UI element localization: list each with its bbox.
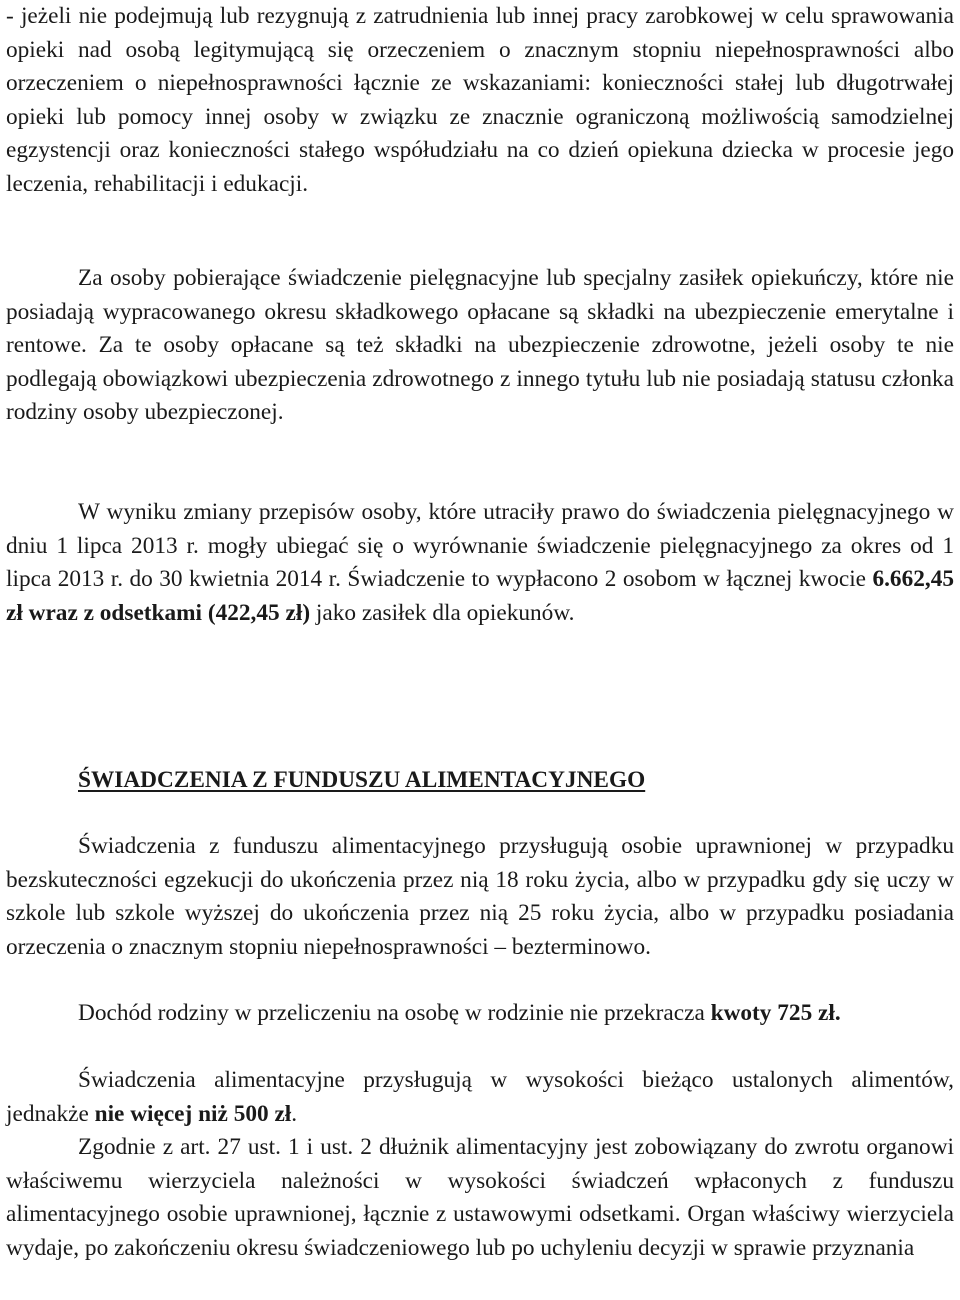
paragraph-text: .	[291, 1100, 298, 1127]
paragraph-income-threshold	[6, 997, 954, 1031]
paragraph-benefit-limit	[6, 1064, 954, 1131]
paragraph-compensation	[6, 496, 954, 630]
bold-amount: 6.662,45 zł wraz z odsetkami (422,45 zł)	[6, 566, 954, 626]
paragraph-debtor-obligation	[6, 1131, 954, 1265]
paragraph-eligibility-condition	[6, 0, 954, 202]
paragraph-text: W wyniku zmiany przepisów osoby, które utraciły prawo do świadczenia pielęgnacyjnego w dniu 1 lipca 2013 r. mogły ubiegać się o wyrównanie świadczenie pielęgnacyjnego za okres od 1 lipca 2013 r. do 30 kwietnia 2014 r. Świadczenie to wypłacono 2 osobom w łącznej kwocie	[6, 499, 954, 593]
paragraph-text: jako zasiłek dla opiekunów.	[310, 599, 575, 626]
section-heading: ŚWIADCZENIA Z FUNDUSZU ALIMENTACYJNEGO	[78, 767, 646, 793]
bold-amount: nie więcej niż 500 zł	[94, 1100, 292, 1127]
paragraph-text: Za osoby pobierające świadczenie pielęgnacyjne lub specjalny zasiłek opiekuńczy, które nie posiadają wypracowanego okresu składkowego opłacane są składki na ubezpieczenie emerytalne i rentowe. Za te osoby opłacane są też składki na ubezpieczenie zdrowotne, jeżeli osoby te nie podlegają obowiązkowi ubezpieczenia zdrowotnego z innego tytułu lub nie posiadają statusu członka rodziny osoby ubezpieczonej.	[6, 265, 954, 426]
paragraph-text: - jeżeli nie podejmują lub rezygnują z zatrudnienia lub innej pracy zarobkowej w celu sprawowania opieki nad osobą legitymującą się orzeczeniem o znacznym stopniu niepełnosprawności albo orzeczeniem o niepełnosprawności łącznie ze wskazaniami: konieczności stałej lub długotrwałej opieki lub pomocy innej osoby w związku ze znacznie ograniczoną możliwością samodzielnej egzystencji oraz konieczności stałego współudziału na co dzień opiekuna dziecka w procesie jego leczenia, rehabilitacji i edukacji.	[6, 3, 954, 197]
paragraph-text: Dochód rodziny w przeliczeniu na osobę w rodzinie nie przekracza	[78, 1000, 711, 1026]
paragraph-text: Zgodnie z art. 27 ust. 1 i ust. 2 dłużnik alimentacyjny jest zobowiązany do zwrotu organowi właściwemu wierzyciela należności w wysokości świadczeń wpłaconych z funduszu alimentacyjnego osobie uprawnionej, łącznie z ustawowymi odsetkami. Organ właściwy wierzyciela wydaje, po zakończeniu okresu świadczeniowego lub po uchyleniu decyzji w sprawie przyznania	[6, 1134, 954, 1261]
paragraph-contributions	[6, 262, 954, 430]
paragraph-alimony-eligibility	[6, 830, 954, 964]
bold-amount: kwoty 725 zł.	[710, 1000, 841, 1026]
paragraph-text: Świadczenia z funduszu alimentacyjnego przysługują osobie uprawnionej w przypadku bezskuteczności egzekucji do ukończenia przez nią 18 roku życia, albo w przypadku gdy się uczy w szkole lub szkole wyższej do ukończenia przez nią 25 roku życia, albo w przypadku posiadania orzeczenia o znacznym stopniu niepełnosprawności – bezterminowo.	[6, 833, 954, 960]
paragraph-text: Świadczenia alimentacyjne przysługują w wysokości bieżąco ustalonych alimentów, jednakże	[6, 1067, 954, 1127]
